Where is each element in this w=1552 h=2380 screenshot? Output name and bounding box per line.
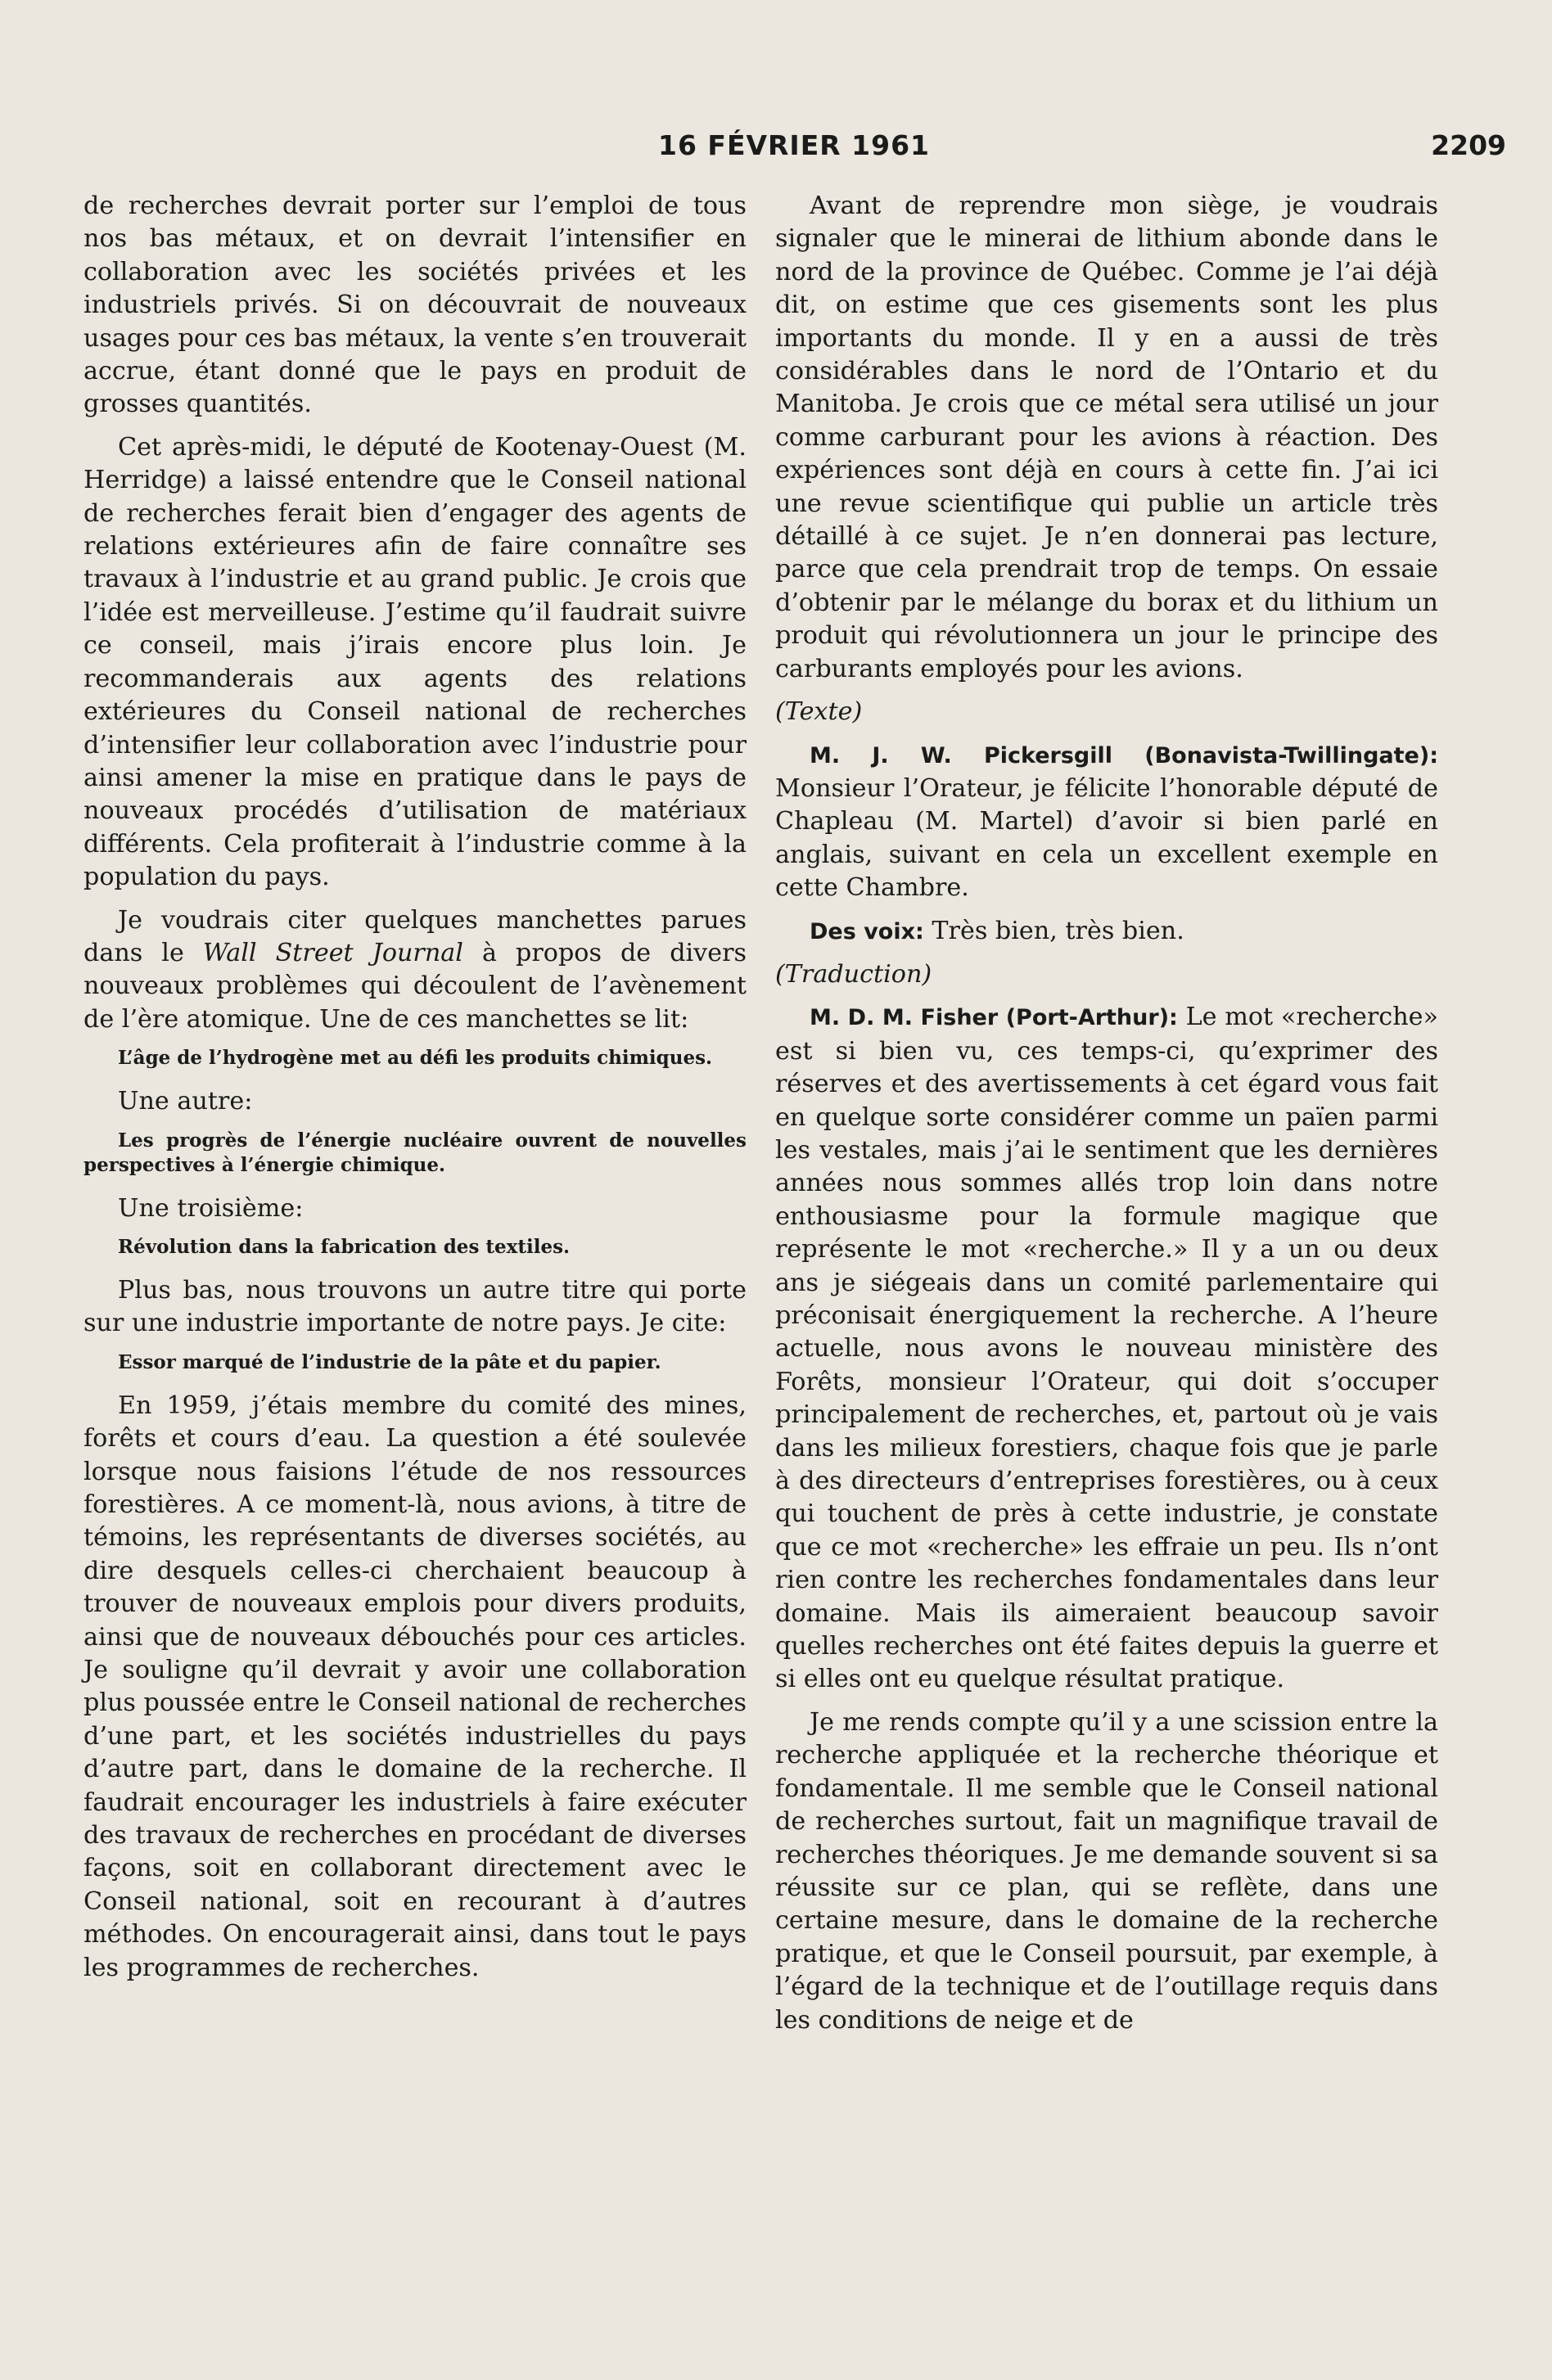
right-column — [775, 190, 1438, 2047]
speech-text: Monsieur l’Orateur, je félicite l’honorable député de Chapleau (M. Martel) d’avoir si bien parlé en anglais, suivant en cela un excellent exemple en cette Chambre. — [775, 773, 1438, 903]
paragraph — [83, 904, 747, 1037]
speaker-name: M. D. M. Fisher (Port-Arthur): — [810, 1005, 1178, 1031]
page-number: 2209 — [1431, 129, 1506, 161]
paragraph: Cet après-midi, le député de Kootenay-Ouest (M. Herridge) a laissé entendre que le Conseil national de recherches ferait bien d’engager des agents de relations extérieures afin de faire connaître ses travaux à l’industrie et au grand public. Je crois que l’idée est merveilleuse. J’estime qu’il faudrait suivre ce conseil, mais j’irais encore plus loin. Je recommanderais aux agents des relations extérieures du Conseil national de recherches d’intensifier leur collaboration avec l’industrie pour ainsi amener la mise en pratique dans le pays de nouveaux procédés d’utilisation de matériaux différents. Cela profiterait à l’industrie comme à la population du pays. — [83, 432, 747, 892]
speech — [775, 739, 1438, 905]
text-span: Je voudrais citer quelques manchettes parues dans le — [83, 905, 747, 967]
paragraph: Plus bas, nous trouvons un autre titre qui porte sur une industrie importante de notre pays. Je cite: — [83, 1275, 747, 1338]
header-date: 16 FÉVRIER 1961 — [657, 129, 930, 161]
headline-quote: Essor marqué de l’industrie de la pâte et du papier. — [118, 1350, 661, 1373]
paragraph: de recherches devrait porter sur l’emploi de tous nos bas métaux, et on devrait l’intensifier en collaboration avec les sociétés privées et les industriels privés. Si on découvrait de nouveaux usages pour ces bas métaux, la vente s’en trouverait accrue, étant donné que le pays en produit de grosses quantités. — [83, 192, 747, 419]
section-label: (Texte) — [775, 697, 863, 727]
section-label: (Traduction) — [775, 959, 932, 989]
text-span: à propos de divers nouveaux problèmes qui découlent de l’avènement de l’ère atomique. Une de ces manchettes se lit: — [83, 938, 747, 1034]
speech — [775, 915, 1438, 949]
paragraph: Une troisième: — [118, 1193, 304, 1223]
headline-quote: Révolution dans la fabrication des textiles. — [118, 1235, 571, 1258]
paragraph: En 1959, j’étais membre du comité des mines, forêts et cours d’eau. La question a été soulevée lorsque nous faisions l’étude de nos ressources forestières. A ce moment-là, nous avions, à titre de témoins, les représentants de diverses sociétés, au dire desquels celles-ci cherchaient beaucoup à trouver de nouveaux emplois pour divers produits, ainsi que de nouveaux débouchés pour ces articles. Je souligne qu’il devrait y avoir une collaboration plus poussée entre le Conseil national de recherches d’une part, et les sociétés industrielles du pays d’autre part, dans le domaine de la recherche. Il faudrait encourager les industriels à faire exécuter des travaux de recherches en procédant de diverses façons, soit en collaborant directement avec le Conseil national, soit en recourant à d’autres méthodes. On encouragerait ainsi, dans tout le pays les programmes de recherches. — [83, 1391, 747, 1982]
speaker-name: Des voix: — [810, 918, 924, 944]
page-header — [82, 129, 1506, 170]
speech — [775, 1001, 1438, 1697]
speech-text: Le mot «recherche» est si bien vu, ces temps-ci, qu’exprimer des réserves et des avertissements à cet égard vous fait en quelque sorte considérer comme un païen parmi les vestales, mais j’ai le sentiment que les dernières années nous sommes allés trop loin dans notre enthousiasme pour la formule magique que représente le mot «recherche.» Il y a un ou deux ans je siégeais dans un comité parlementaire qui préconisait énergiquement la recherche. A l’heure actuelle, nous avons le nouveau ministère des Forêts, monsieur l’Orateur, qui doit s’occuper principalement de recherches, et, partout où je vais dans les milieux forestiers, chaque fois que je parle à des directeurs d’entreprises forestières, ou à ceux qui touchent de près à cette industrie, je constate que ce mot «recherche» les effraie un peu. Ils n’ont rien contre les recherches fondamentales dans leur domaine. Mais ils aimeraient beaucoup savoir quelles recherches ont été faites depuis la guerre et si elles ont eu quelque résultat pratique. — [775, 1003, 1438, 1694]
headline-quote: Les progrès de l’énergie nucléaire ouvrent de nouvelles perspectives à l’énergie chimique. — [83, 1129, 747, 1176]
speaker-name: M. J. W. Pickersgill (Bonavista-Twillingate): — [810, 742, 1438, 769]
paragraph: Avant de reprendre mon siège, je voudrais signaler que le minerai de lithium abonde dans le nord de la province de Québec. Comme je l’ai déjà dit, on estime que ces gisements sont les plus importants du monde. Il y en a aussi de très considérables dans le nord de l’Ontario et du Manitoba. Je crois que ce métal sera utilisé un jour comme carburant pour les avions à réaction. Des expériences sont déjà en cours à cette fin. J’ai ici une revue scientifique qui publie un article très détaillé à ce sujet. Je n’en donnerai pas lecture, parce que cela prendrait trop de temps. On essaie d’obtenir par le mélange du borax et du lithium un produit qui révolutionnera un jour le principe des carburants employés pour les avions. — [775, 192, 1438, 683]
journal-title: Wall Street Journal — [202, 938, 463, 967]
headline-quote: L’âge de l’hydrogène met au défi les produits chimiques. — [118, 1047, 713, 1070]
paragraph: Une autre: — [118, 1087, 253, 1116]
speech-text: Très bien, très bien. — [923, 916, 1184, 945]
paragraph: Je me rends compte qu’il y a une scission entre la recherche appliquée et la recherche théorique et fondamentale. Il me semble que le Conseil national de recherches surtout, fait un magnifique travail de recherches théoriques. Je me demande souvent si sa réussite sur ce plan, qui se reflète, dans une certaine mesure, dans le domaine de la recherche pratique, et que le Conseil poursuit, par exemple, à l’égard de la technique et de l’outillage requis dans les conditions de neige et de — [775, 1707, 1438, 2035]
left-column — [83, 190, 747, 1995]
